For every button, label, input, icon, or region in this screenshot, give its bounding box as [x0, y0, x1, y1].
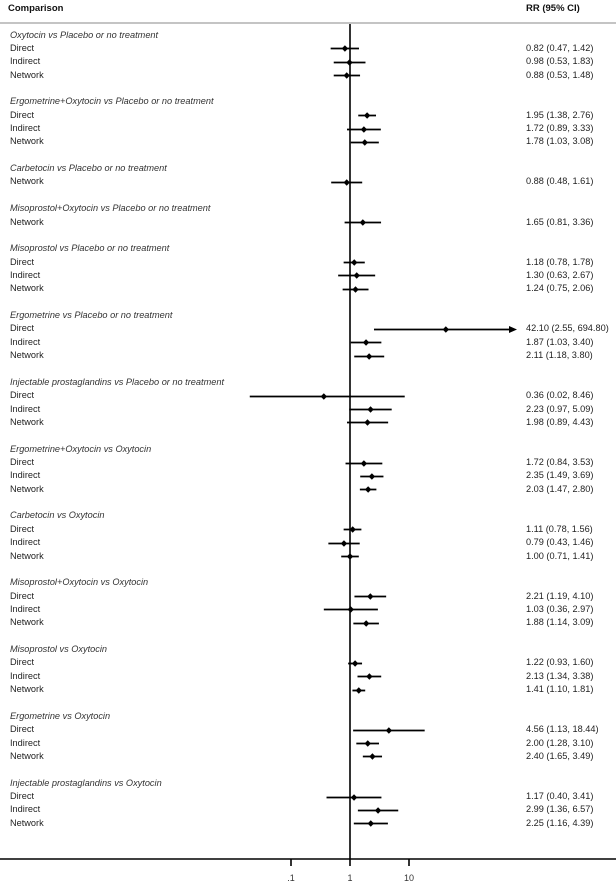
rr-value: 2.00 (1.28, 3.10) [526, 737, 594, 748]
row-label: Network [10, 136, 44, 147]
x-tick-label: .1 [287, 873, 295, 883]
rr-value: 1.87 (1.03, 3.40) [526, 336, 594, 347]
point-estimate-marker [365, 486, 371, 492]
rr-value: 1.78 (1.03, 3.08) [526, 136, 594, 147]
row-label: Network [10, 283, 44, 294]
row-label: Network [10, 69, 44, 80]
rr-value: 0.82 (0.47, 1.42) [526, 42, 594, 53]
point-estimate-marker [362, 139, 368, 145]
rr-value: 1.11 (0.78, 1.56) [526, 523, 593, 534]
row-label: Indirect [10, 403, 41, 414]
row-label: Direct [10, 390, 34, 401]
x-tick-label: 1 [347, 873, 353, 883]
row-label: Network [10, 416, 44, 427]
row-label: Network [10, 617, 44, 628]
rr-value: 1.72 (0.84, 3.53) [526, 457, 594, 468]
row-label: Network [10, 684, 44, 695]
row-label: Network [10, 216, 44, 227]
point-estimate-marker [321, 393, 327, 399]
row-label: Network [10, 350, 44, 361]
row-label: Direct [10, 791, 34, 802]
arrow-icon [509, 326, 517, 333]
row-label: Direct [10, 657, 34, 668]
row-label: Network [10, 176, 44, 187]
rr-value: 0.88 (0.48, 1.61) [526, 176, 594, 187]
rr-value: 2.99 (1.36, 6.57) [526, 804, 594, 815]
group-title: Oxytocin vs Placebo or no treatment [10, 29, 159, 40]
point-estimate-marker [361, 126, 367, 132]
row-label: Indirect [10, 737, 41, 748]
row-label: Network [10, 750, 44, 761]
row-label: Indirect [10, 670, 41, 681]
point-estimate-marker [351, 794, 357, 800]
rr-value: 0.88 (0.53, 1.48) [526, 69, 594, 80]
rr-value: 1.41 (1.10, 1.81) [526, 684, 594, 695]
rr-value: 2.25 (1.16, 4.39) [526, 817, 594, 828]
row-label: Direct [10, 323, 34, 334]
rr-value: 2.21 (1.19, 4.10) [526, 590, 594, 601]
group-title: Misoprostol+Oxytocin vs Placebo or no treatment [10, 203, 211, 214]
rr-value: 1.03 (0.36, 2.97) [526, 603, 594, 614]
point-estimate-marker [386, 727, 392, 733]
rr-value: 1.65 (0.81, 3.36) [526, 216, 594, 227]
point-estimate-marker [351, 259, 357, 265]
point-estimate-marker [365, 740, 371, 746]
point-estimate-marker [364, 419, 370, 425]
row-label: Direct [10, 523, 34, 534]
rr-value: 1.17 (0.40, 3.41) [526, 791, 594, 802]
group-title: Ergometrine+Oxytocin vs Oxytocin [10, 443, 152, 454]
point-estimate-marker [361, 460, 367, 466]
rr-value: 1.22 (0.93, 1.60) [526, 657, 594, 668]
rr-value: 1.98 (0.89, 4.43) [526, 416, 594, 427]
row-label: Indirect [10, 123, 41, 134]
rr-value: 0.36 (0.02, 8.46) [526, 390, 594, 401]
point-estimate-marker [363, 339, 369, 345]
row-label: Direct [10, 42, 34, 53]
row-label: Indirect [10, 470, 41, 481]
rr-value: 1.24 (0.75, 2.06) [526, 283, 594, 294]
group-title: Carbetocin vs Placebo or no treatment [10, 163, 167, 174]
rr-value: 1.72 (0.89, 3.33) [526, 123, 594, 134]
rr-value: 2.13 (1.34, 3.38) [526, 670, 594, 681]
point-estimate-marker [344, 179, 350, 185]
row-label: Direct [10, 109, 34, 120]
group-title: Injectable prostaglandins vs Placebo or no treatment [10, 376, 224, 387]
row-label: Network [10, 550, 44, 561]
point-estimate-marker [367, 406, 373, 412]
row-label: Indirect [10, 603, 41, 614]
row-label: Direct [10, 724, 34, 735]
rr-value: 2.35 (1.49, 3.69) [526, 470, 594, 481]
rr-value: 1.00 (0.71, 1.41) [526, 550, 594, 561]
row-label: Direct [10, 457, 34, 468]
row-label: Indirect [10, 537, 41, 548]
group-title: Misoprostol vs Placebo or no treatment [10, 243, 170, 254]
point-estimate-marker [443, 326, 449, 332]
group-title: Carbetocin vs Oxytocin [10, 510, 105, 521]
point-estimate-marker [354, 272, 360, 278]
point-estimate-marker [366, 673, 372, 679]
point-estimate-marker [368, 820, 374, 826]
rr-value: 2.40 (1.65, 3.49) [526, 750, 594, 761]
group-title: Ergometrine+Oxytocin vs Placebo or no treatment [10, 96, 214, 107]
rr-value: 2.23 (0.97, 5.09) [526, 403, 594, 414]
rr-value: 1.95 (1.38, 2.76) [526, 109, 594, 120]
point-estimate-marker [342, 45, 348, 51]
rr-value: 2.03 (1.47, 2.80) [526, 483, 594, 494]
column-header-rr: RR (95% CI) [526, 3, 580, 14]
group-title: Ergometrine vs Placebo or no treatment [10, 310, 173, 321]
point-estimate-marker [341, 540, 347, 546]
rr-value: 0.98 (0.53, 1.83) [526, 56, 594, 67]
column-header-comparison: Comparison [8, 3, 64, 14]
row-label: Indirect [10, 269, 41, 280]
group-title: Injectable prostaglandins vs Oxytocin [10, 777, 162, 788]
rr-value: 4.56 (1.13, 18.44) [526, 724, 599, 735]
point-estimate-marker [356, 687, 362, 693]
point-estimate-marker [369, 753, 375, 759]
rr-value: 1.88 (1.14, 3.09) [526, 617, 594, 628]
row-label: Indirect [10, 804, 41, 815]
point-estimate-marker [352, 286, 358, 292]
point-estimate-marker [366, 353, 372, 359]
point-estimate-marker [352, 660, 358, 666]
point-estimate-marker [360, 219, 366, 225]
group-title: Misoprostol+Oxytocin vs Oxytocin [10, 577, 149, 588]
point-estimate-marker [364, 112, 370, 118]
rr-value: 1.18 (0.78, 1.78) [526, 256, 594, 267]
x-tick-label: 10 [403, 873, 415, 883]
row-label: Direct [10, 590, 34, 601]
rr-value: 2.11 (1.18, 3.80) [526, 350, 593, 361]
point-estimate-marker [363, 620, 369, 626]
row-label: Direct [10, 256, 34, 267]
group-title: Ergometrine vs Oxytocin [10, 710, 111, 721]
point-estimate-marker [367, 593, 373, 599]
row-label: Indirect [10, 336, 41, 347]
point-estimate-marker [344, 72, 350, 78]
point-estimate-marker [369, 473, 375, 479]
rr-value: 1.30 (0.63, 2.67) [526, 269, 594, 280]
rr-value: 0.79 (0.43, 1.46) [526, 537, 594, 548]
rr-value: 42.10 (2.55, 694.80) [526, 323, 609, 334]
point-estimate-marker [375, 807, 381, 813]
row-label: Indirect [10, 56, 41, 67]
group-title: Misoprostol vs Oxytocin [10, 644, 108, 655]
row-label: Network [10, 817, 44, 828]
row-label: Network [10, 483, 44, 494]
